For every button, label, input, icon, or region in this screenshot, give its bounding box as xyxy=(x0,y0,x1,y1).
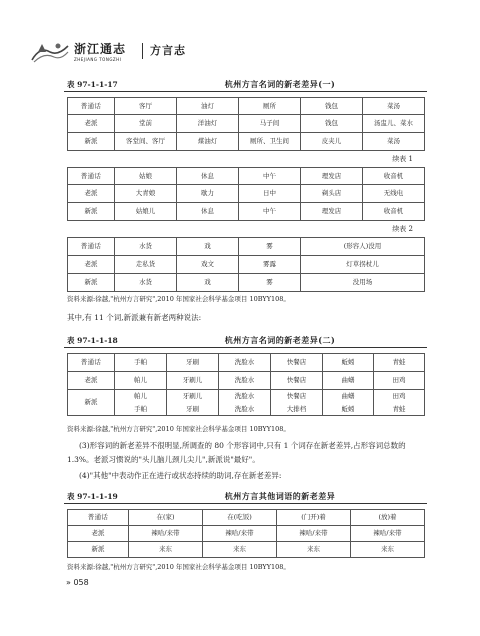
table-cell: 帕儿 xyxy=(115,390,167,403)
table-cell: 钱包 xyxy=(301,115,363,133)
table-row xyxy=(68,390,425,403)
running-header xyxy=(30,40,450,70)
table-cell: 新派 xyxy=(68,203,115,221)
table-cell: 理发店 xyxy=(301,203,363,221)
table-cell: 在(吃饭) xyxy=(203,510,277,526)
table-cell: 理发店 xyxy=(301,168,363,185)
table-cell: 田鸡 xyxy=(374,372,425,390)
table-row xyxy=(68,185,425,203)
table-cell: 皮夹儿 xyxy=(301,133,363,151)
table-cell: 手帕 xyxy=(115,354,167,372)
table-cell: 大排档 xyxy=(271,403,323,416)
table-cell: 休息 xyxy=(177,168,239,185)
table-cell: 牙刷 xyxy=(167,354,219,372)
table-cell: 姑娘 xyxy=(115,168,177,185)
table-cell: 普通话 xyxy=(68,510,129,526)
table-cell: 中午 xyxy=(239,203,301,221)
table-row xyxy=(68,256,425,274)
table-cell: 来东 xyxy=(203,542,277,558)
table-cell: 走私货 xyxy=(115,256,177,274)
table-cell: 来东 xyxy=(129,542,203,558)
table-cell: 普通话 xyxy=(68,168,115,185)
continued-label-1: 续表 1 xyxy=(392,155,413,163)
table-cell: 无线电 xyxy=(363,185,425,203)
header-divider xyxy=(142,43,143,59)
table-cell: 牙刷 xyxy=(167,403,219,416)
table17-title: 杭州方言名词的新老差异(一) xyxy=(224,79,336,89)
table-cell: 姑娘儿 xyxy=(115,203,177,221)
table-cell: 洗脸水 xyxy=(219,354,271,372)
table-cell: 大青娘 xyxy=(115,185,177,203)
table-cell: 快餐店 xyxy=(271,372,323,390)
table-cell: 来东 xyxy=(351,542,425,558)
table-cell: 牙刷儿 xyxy=(167,390,219,403)
table-cell: 灯草拐杖儿 xyxy=(301,256,425,274)
table-row xyxy=(68,238,425,256)
table-cell: 戏 xyxy=(177,274,239,292)
table17-top-rule xyxy=(64,91,427,92)
table-cell: 辣哈/来带 xyxy=(129,526,203,542)
table17-part2 xyxy=(67,167,425,221)
table-cell: 新派 xyxy=(68,133,115,151)
table-cell: 洗脸水 xyxy=(219,390,271,403)
table-row xyxy=(68,354,425,372)
table-cell: 老派 xyxy=(68,372,115,390)
paragraph-3: (4)"其他"中表动作正在进行或状态持续的助词,存在新老差异: xyxy=(79,471,282,480)
table-cell: 戏 xyxy=(177,238,239,256)
table-cell: 蚯蚓 xyxy=(323,354,374,372)
page-number-text: 058 xyxy=(73,578,89,587)
table18-title: 杭州方言名词的新老差异(二) xyxy=(224,335,336,345)
table-cell: 蚯蚓 xyxy=(323,403,374,416)
table18-top-rule xyxy=(64,347,427,348)
table-cell: 雾 xyxy=(239,238,301,256)
table-cell: 菜汤 xyxy=(363,98,425,115)
table-cell: 辣哈/来带 xyxy=(277,526,351,542)
table-cell: 辣哈/来带 xyxy=(351,526,425,542)
table-cell: 青蛙 xyxy=(374,403,425,416)
table-cell: 新派 xyxy=(68,274,115,292)
table-cell: 老派 xyxy=(68,526,129,542)
table-cell: 马子间 xyxy=(239,115,301,133)
table-cell: 老派 xyxy=(68,115,115,133)
table-cell: 煤油灯 xyxy=(177,133,239,151)
table-cell: 青蛙 xyxy=(374,354,425,372)
table-cell: 厕所、卫生间 xyxy=(239,133,301,151)
table-row xyxy=(68,510,425,526)
table-cell: 钱包 xyxy=(301,98,363,115)
table-cell: 水货 xyxy=(115,238,177,256)
table-row xyxy=(68,168,425,185)
table17-part3 xyxy=(67,237,425,292)
table-row xyxy=(68,274,425,292)
table-row xyxy=(68,542,425,558)
page-marker-icon: » xyxy=(66,578,71,587)
brand-subtitle: ZHEJIANG TONGZHI xyxy=(74,57,122,62)
table19-source: 资料来源:徐越,"杭州方言研究",2010 年国家社会科学基金项目 10BYY108。 xyxy=(67,563,290,571)
table-cell: 普通话 xyxy=(68,98,115,115)
table19 xyxy=(67,509,425,558)
table-cell: (放)着 xyxy=(351,510,425,526)
table-cell: (门开)着 xyxy=(277,510,351,526)
table-cell: 洗脸水 xyxy=(219,403,271,416)
table17-source: 资料来源:徐越,"杭州方言研究",2010 年国家社会科学基金项目 10BYY108。 xyxy=(67,295,290,303)
table-cell: 洋油灯 xyxy=(177,115,239,133)
table-cell: 雾露 xyxy=(239,256,301,274)
zhejiang-logo-icon xyxy=(30,40,70,64)
table-row xyxy=(68,403,425,416)
table-cell: 堂前 xyxy=(115,115,177,133)
table-cell: 汤盅儿、菜水 xyxy=(363,115,425,133)
table-cell: 快餐店 xyxy=(271,354,323,372)
table-row xyxy=(68,133,425,151)
continued-label-2: 续表 2 xyxy=(392,225,413,233)
table-cell: (形容人)没用 xyxy=(301,238,425,256)
table-cell: 休息 xyxy=(177,203,239,221)
table-cell: 曲蟮 xyxy=(323,390,374,403)
volume-title: 方言志 xyxy=(150,44,186,57)
table19-title: 杭州方言其他词语的新老差异 xyxy=(224,491,336,501)
table19-top-rule xyxy=(64,503,427,504)
table17-part1 xyxy=(67,97,425,151)
table-cell: 客厅 xyxy=(115,98,177,115)
table-cell: 中午 xyxy=(239,168,301,185)
table-cell: 帕儿 xyxy=(115,372,167,390)
table-cell: 收音机 xyxy=(363,168,425,185)
table-cell: 普通话 xyxy=(68,238,115,256)
table18-source: 资料来源:徐越,"杭州方言研究",2010 年国家社会科学基金项目 10BYY108。 xyxy=(67,425,290,433)
table-cell: 水货 xyxy=(115,274,177,292)
table-cell: 普通话 xyxy=(68,354,115,372)
table-cell: 戏文 xyxy=(177,256,239,274)
table-cell: 老派 xyxy=(68,256,115,274)
table18-label: 表 97-1-1-18 xyxy=(67,336,118,345)
table-row xyxy=(68,372,425,390)
table17-label: 表 97-1-1-17 xyxy=(67,80,118,89)
table-cell: 厕所 xyxy=(239,98,301,115)
table-cell: 歇力 xyxy=(177,185,239,203)
table18 xyxy=(67,353,425,416)
table-cell: 菜汤 xyxy=(363,133,425,151)
table-cell: 手帕 xyxy=(115,403,167,416)
table-cell: 辣哈/来带 xyxy=(203,526,277,542)
table-row xyxy=(68,115,425,133)
table-row xyxy=(68,203,425,221)
table-cell: 新派 xyxy=(68,542,129,558)
table-cell: 新派 xyxy=(68,390,115,416)
table-cell: 来东 xyxy=(277,542,351,558)
page-number xyxy=(66,578,89,588)
table19-label: 表 97-1-1-19 xyxy=(67,492,118,501)
table-cell: 快餐店 xyxy=(271,390,323,403)
table-cell: 在(家) xyxy=(129,510,203,526)
table-cell: 日中 xyxy=(239,185,301,203)
table-cell: 老派 xyxy=(68,185,115,203)
brand-title: 浙江通志 xyxy=(74,42,127,56)
table-cell: 没用场 xyxy=(301,274,425,292)
table-cell: 剃头店 xyxy=(301,185,363,203)
table-cell: 油灯 xyxy=(177,98,239,115)
table-cell: 客堂间、客厅 xyxy=(115,133,177,151)
table-cell: 洗脸水 xyxy=(219,372,271,390)
table-row xyxy=(68,98,425,115)
table-cell: 田鸡 xyxy=(374,390,425,403)
table-cell: 雾 xyxy=(239,274,301,292)
table-row xyxy=(68,526,425,542)
table-cell: 牙刷儿 xyxy=(167,372,219,390)
paragraph-1: 其中,有 11 个词,新派兼有新老两种说法: xyxy=(67,313,202,322)
table-cell: 曲蟮 xyxy=(323,372,374,390)
paragraph-2: (3)形容词的新老差异不很明显,所调查的 80 个形容词中,只有 1 个词存在新老差异,占形容词总数的 1.3%。老派习惯说的"头儿脑儿颈儿尖儿",新派说"最好"。 xyxy=(67,441,406,464)
table-cell: 收音机 xyxy=(363,203,425,221)
